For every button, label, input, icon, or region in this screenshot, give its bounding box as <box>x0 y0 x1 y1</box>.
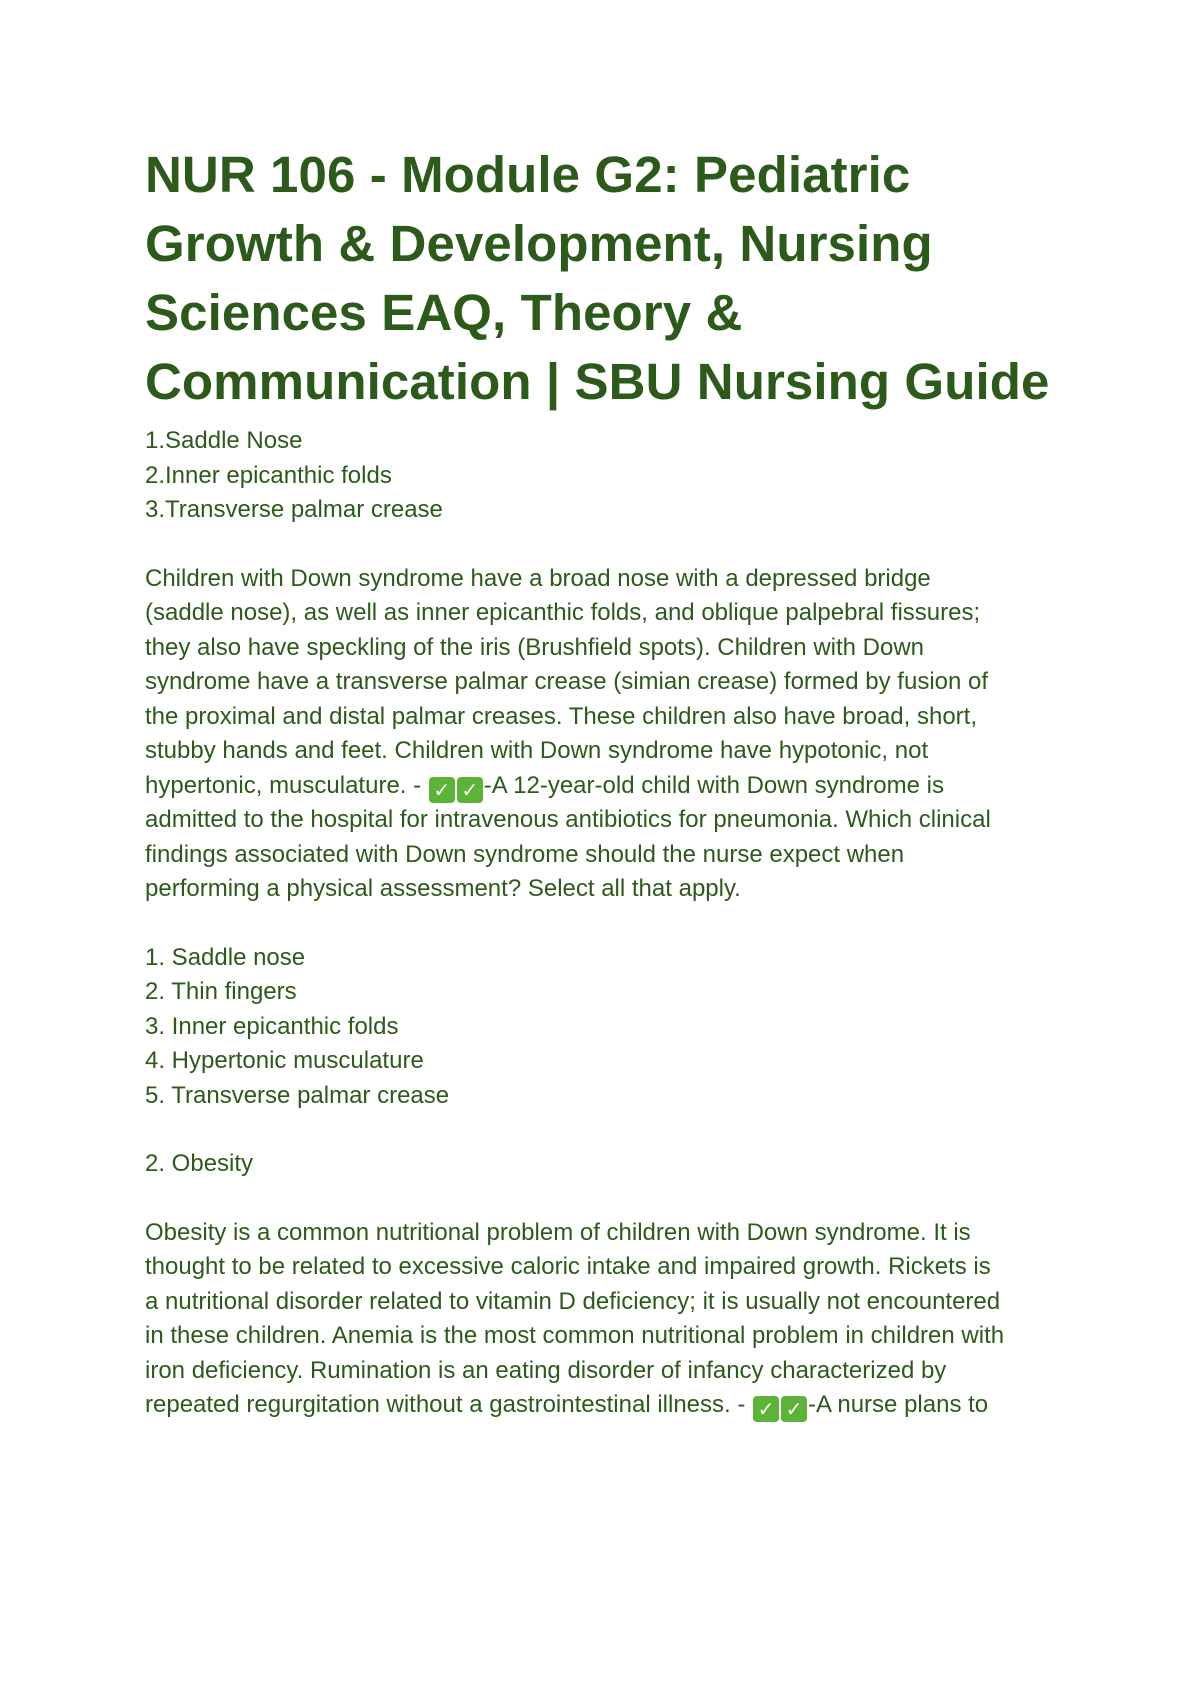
list-item: 2.Inner epicanthic folds <box>145 461 392 489</box>
paragraph-line: they also have speckling of the iris (Brushfield spots). Children with Down <box>145 633 925 661</box>
paragraph-line: (saddle nose), as well as inner epicanthic folds, and oblique palpebral fissures; <box>145 599 981 626</box>
paragraph-line: Children with Down syndrome have a broad nose with a depressed bridge <box>145 564 931 592</box>
title-line: Sciences EAQ, Theory & <box>145 284 743 341</box>
list-item: 3.Transverse palmar crease <box>145 496 443 523</box>
options-list <box>145 941 1090 1114</box>
paragraph-line: iron deficiency. Rumination is an eating disorder of infancy characterized by <box>145 1356 947 1384</box>
title-line: NUR 106 - Module G2: Pediatric <box>145 146 911 203</box>
title-line: Growth & Development, Nursing <box>145 215 933 272</box>
paragraph-line: a nutritional disorder related to vitamin D deficiency; it is usually not encountered <box>145 1287 1001 1315</box>
paragraph-line: stubby hands and feet. Children with Down syndrome have hypotonic, not <box>145 737 929 764</box>
paragraph-line: the proximal and distal palmar creases. These children also have broad, short, <box>145 702 977 730</box>
answer-line: 2. Obesity <box>145 1150 254 1177</box>
option-item: 5. Transverse palmar crease <box>145 1081 450 1109</box>
paragraph-line: thought to be related to excessive caloric intake and impaired growth. Rickets is <box>145 1253 991 1280</box>
check-mark-button-icon: ✓ <box>429 777 455 803</box>
paragraph-line: admitted to the hospital for intravenous antibiotics for pneumonia. Which clinical <box>145 806 991 833</box>
check-mark-button-icon: ✓ <box>781 1396 807 1422</box>
answer-list <box>145 424 1090 528</box>
list-item: 1.Saddle Nose <box>145 427 303 454</box>
option-item: 3. Inner epicanthic folds <box>145 1012 399 1040</box>
paragraph-text: hypertonic, musculature. - <box>145 771 428 799</box>
paragraph-line: syndrome have a transverse palmar crease (simian crease) formed by fusion of <box>145 668 989 695</box>
option-item: 2. Thin fingers <box>145 978 297 1005</box>
check-mark-button-icon: ✓ <box>457 777 483 803</box>
paragraph-text: -A nurse plans to <box>808 1391 989 1418</box>
rationale-paragraph-2 <box>145 1216 1090 1423</box>
document-page <box>145 140 1090 1423</box>
paragraph-line: in these children. Anemia is the most common nutritional problem in children with <box>145 1322 1005 1349</box>
paragraph-line-with-checks <box>145 1388 1090 1423</box>
rationale-paragraph <box>145 562 1090 907</box>
paragraph-text: repeated regurgitation without a gastrointestinal illness. - <box>145 1391 753 1418</box>
paragraph-line: performing a physical assessment? Select all that apply. <box>145 875 741 902</box>
document-title <box>145 140 1090 416</box>
paragraph-line: Obesity is a common nutritional problem of children with Down syndrome. It is <box>145 1218 971 1246</box>
check-mark-button-icon: ✓ <box>753 1396 779 1422</box>
option-item: 1. Saddle nose <box>145 943 306 971</box>
answer-text <box>145 1147 1090 1182</box>
title-line: Communication | SBU Nursing Guide <box>145 353 1050 410</box>
paragraph-line-with-checks <box>145 769 1090 804</box>
paragraph-text: -A 12-year-old child with Down syndrome is <box>483 771 944 799</box>
option-item: 4. Hypertonic musculature <box>145 1047 424 1074</box>
paragraph-line: findings associated with Down syndrome should the nurse expect when <box>145 840 905 868</box>
